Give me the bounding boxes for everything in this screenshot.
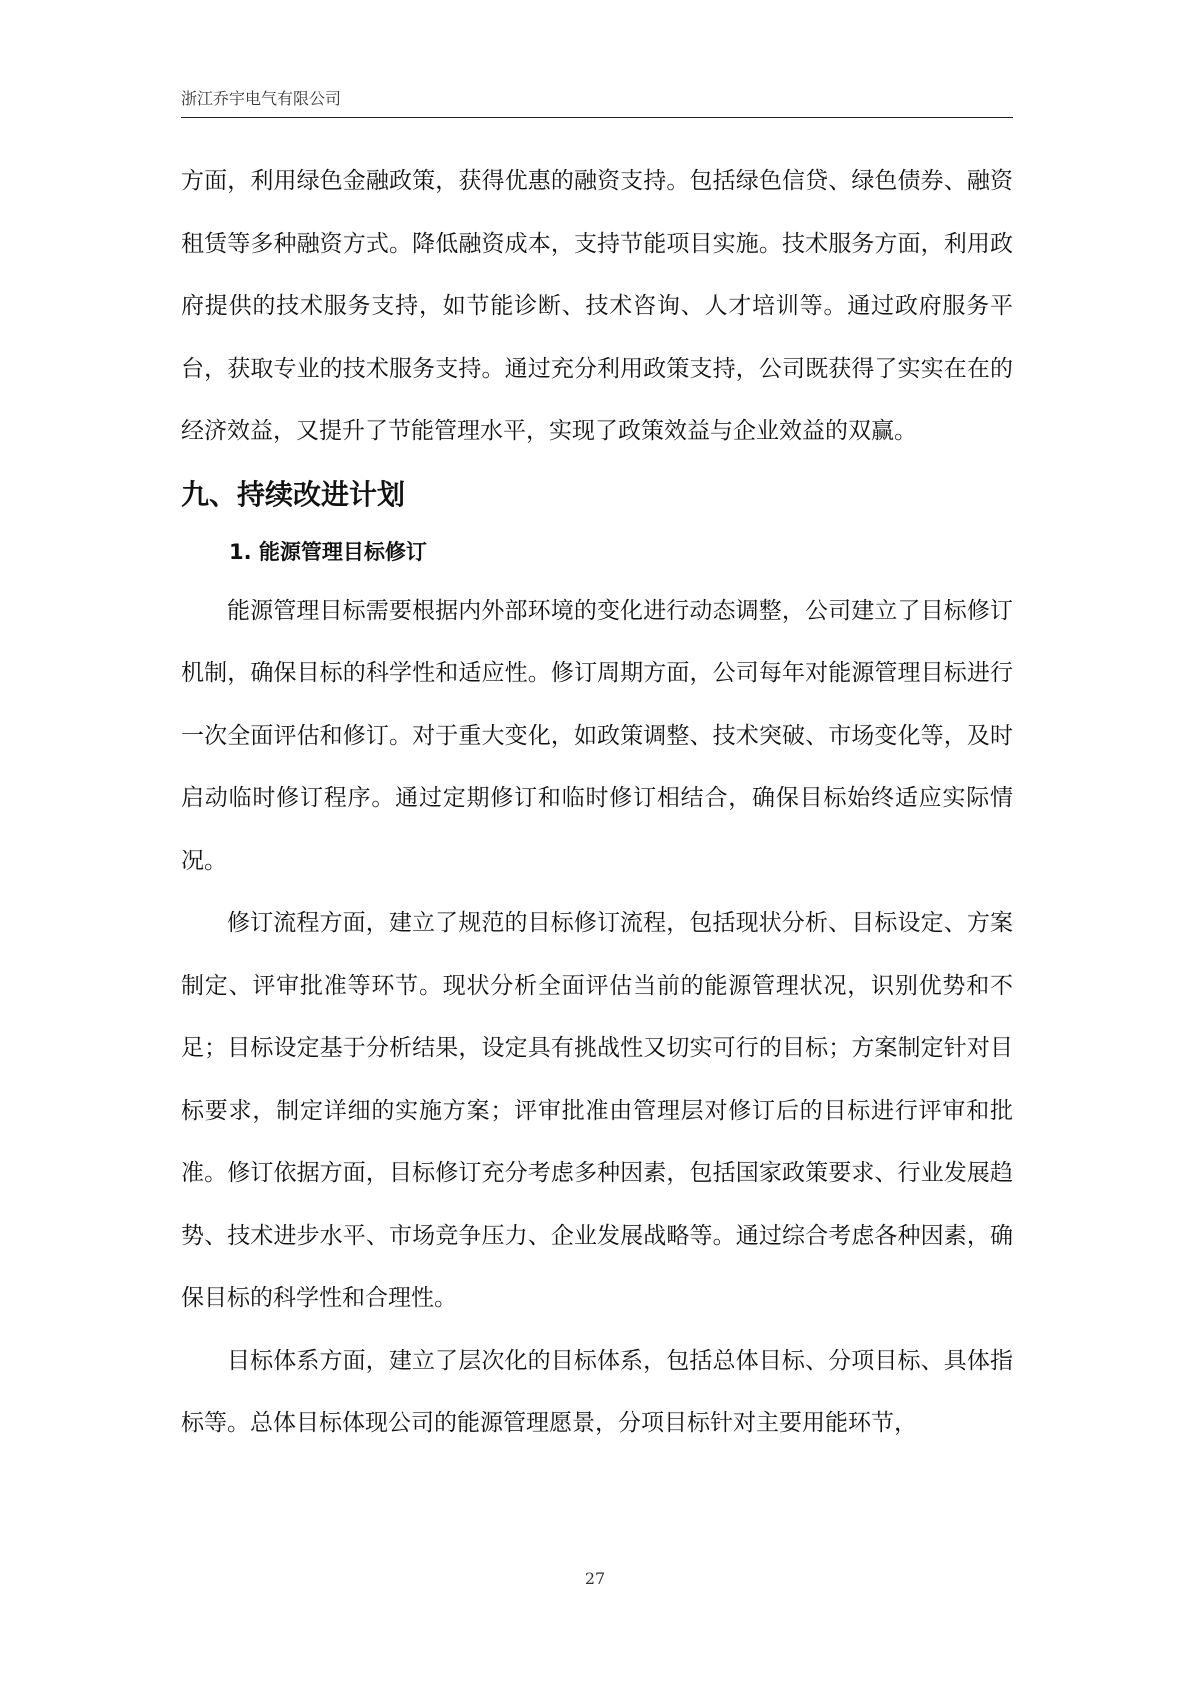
document-body <box>181 150 1013 1455</box>
continued-paragraph: 方面，利用绿色金融政策，获得优惠的融资支持。包括绿色信贷、绿色债券、融资租赁等多种融资方式。降低融资成本，支持节能项目实施。技术服务方面，利用政府提供的技术服务支持，如节能诊断、技术咨询、人才培训等。通过政府服务平台，获取专业的技术服务支持。通过充分利用政策支持，公司既获得了实实在在的经济效益，又提升了节能管理水平，实现了政策效益与企业效益的双赢。 <box>181 168 1013 444</box>
page-number: 27 <box>584 1569 606 1588</box>
subsection-heading: 1. 能源管理目标修订 <box>229 539 427 564</box>
section-heading: 九、持续改进计划 <box>181 477 406 511</box>
paragraph-revision-process: 修订流程方面，建立了规范的目标修订流程，包括现状分析、目标设定、方案制定、评审批准等环节。现状分析全面评估当前的能源管理状况，识别优势和不足；目标设定基于分析结果，设定具有挑战性又切实可行的目标；方案制定针对目标要求，制定详细的实施方案；评审批准由管理层对修订后的目标进行评审和批准。修订依据方面，目标修订充分考虑多种因素，包括国家政策要求、行业发展趋势、技术进步水平、市场竞争压力、企业发展战略等。通过综合考虑各种因素，确保目标的科学性和合理性。 <box>181 910 1013 1311</box>
header-company-name: 浙江乔宇电气有限公司 <box>181 89 342 108</box>
paragraph-target-system: 目标体系方面，建立了层次化的目标体系，包括总体目标、分项目标、具体指标等。总体目标体现公司的能源管理愿景，分项目标针对主要用能环节， <box>181 1347 1013 1436</box>
paragraph-target-revision: 能源管理目标需要根据内外部环境的变化进行动态调整，公司建立了目标修订机制，确保目标的科学性和适应性。修订周期方面，公司每年对能源管理目标进行一次全面评估和修订。对于重大变化，如政策调整、技术突破、市场变化等，及时启动临时修订程序。通过定期修订和临时修订相结合，确保目标始终适应实际情况。 <box>181 597 1013 874</box>
page-header <box>181 88 1013 118</box>
